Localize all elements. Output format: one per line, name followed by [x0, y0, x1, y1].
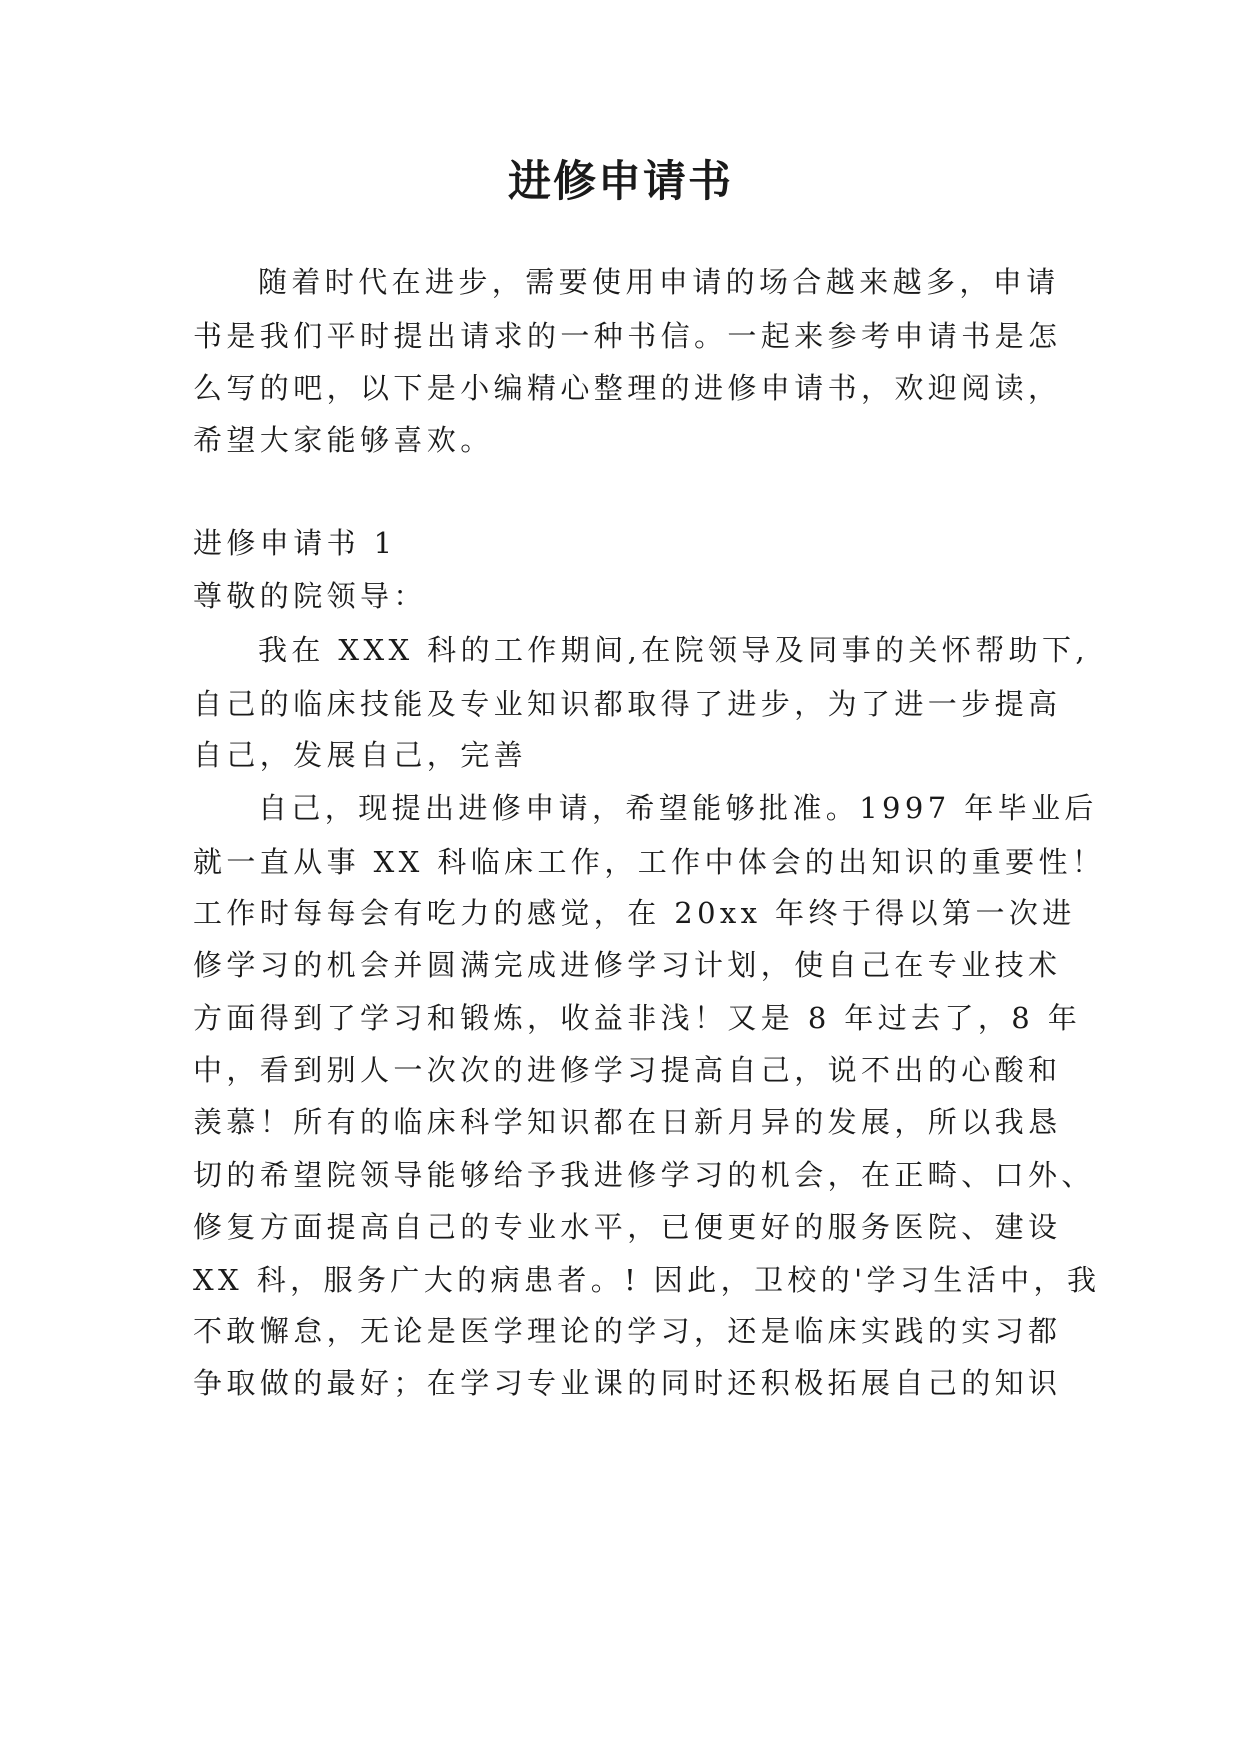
paragraph2-line-2: 就一直从事 XX 科临床工作，工作中体会的出知识的重要性！: [193, 845, 1106, 879]
paragraph2-line-6: 中，看到别人一次次的进修学习提高自己，说不出的心酸和: [193, 1053, 1062, 1087]
paragraph2-line-5: 方面得到了学习和锻炼，收益非浅！又是 8 年过去了，8 年: [193, 1001, 1082, 1035]
document-title: 进修申请书: [508, 157, 733, 207]
paragraph2-line-4: 修学习的机会并圆满完成进修学习计划，使自己在专业技术: [193, 948, 1062, 982]
salutation: 尊敬的院领导：: [193, 579, 427, 613]
paragraph2-line-7: 羡慕！所有的临床科学知识都在日新月异的发展，所以我恳: [193, 1105, 1062, 1139]
paragraph2-line-1: 自己，现提出进修申请，希望能够批准。1997 年毕业后: [258, 791, 1098, 825]
paragraph1-line-2: 自己的临床技能及专业知识都取得了进步，为了进一步提高: [193, 687, 1062, 721]
paragraph2-line-8: 切的希望院领导能够给予我进修学习的机会，在正畸、口外、: [193, 1158, 1095, 1192]
intro-line-4: 希望大家能够喜欢。: [193, 423, 494, 457]
paragraph1-line-1: 我在 XXX 科的工作期间,在院领导及同事的关怀帮助下,: [258, 633, 1090, 667]
section-heading: 进修申请书 1: [193, 526, 397, 560]
paragraph2-line-3: 工作时每每会有吃力的感觉，在 20xx 年终于得以第一次进: [193, 896, 1076, 930]
paragraph2-line-9: 修复方面提高自己的专业水平，已便更好的服务医院、建设: [193, 1210, 1062, 1244]
paragraph1-line-3: 自己，发展自己，完善: [193, 738, 528, 772]
intro-line-2: 书是我们平时提出请求的一种书信。一起来参考申请书是怎: [193, 319, 1062, 353]
paragraph2-line-12: 争取做的最好；在学习专业课的同时还积极拓展自己的知识: [193, 1366, 1062, 1400]
intro-line-1: 随着时代在进步，需要使用申请的场合越来越多，申请: [258, 265, 1060, 299]
paragraph2-line-10: XX 科，服务广大的病患者。! 因此，卫校的'学习生活中，我: [193, 1263, 1101, 1297]
intro-line-3: 么写的吧，以下是小编精心整理的进修申请书，欢迎阅读，: [193, 371, 1062, 405]
paragraph2-line-11: 不敢懈怠，无论是医学理论的学习，还是临床实践的实习都: [193, 1314, 1062, 1348]
